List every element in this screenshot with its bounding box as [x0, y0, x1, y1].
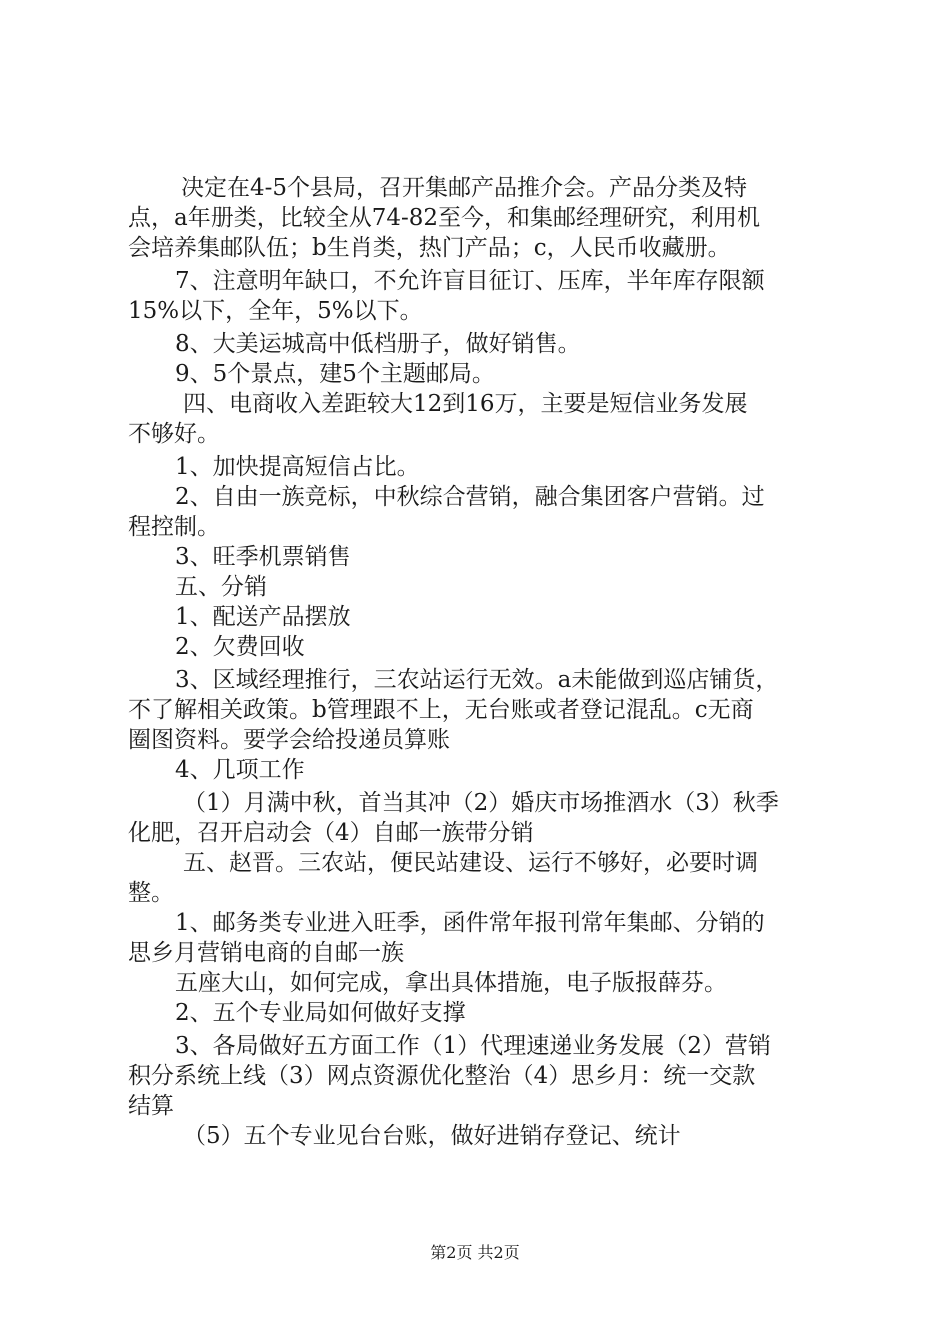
- text-line: 8、大美运城高中低档册子，做好销售。: [175, 331, 581, 357]
- text-line: 3、区域经理推行，三农站运行无效。a未能做到巡店铺货，: [175, 667, 779, 693]
- page-number-footer: 第2页 共2页: [430, 1243, 520, 1262]
- text-line: 决定在4-5个县局，召开集邮产品推介会。产品分类及特: [181, 175, 748, 201]
- text-line: 五、分销: [175, 574, 267, 600]
- text-line: 9、5个景点，建5个主题邮局。: [175, 361, 495, 387]
- text-line: 结算: [128, 1093, 174, 1119]
- text-line: 1、加快提高短信占比。: [175, 454, 420, 480]
- text-line: 15%以下，全年，5%以下。: [128, 298, 423, 324]
- text-line: 3、旺季机票销售: [175, 544, 351, 570]
- text-line: 五座大山，如何完成，拿出具体措施，电子版报薛芬。: [175, 970, 727, 996]
- text-line: 1、邮务类专业进入旺季，函件常年报刊常年集邮、分销的: [175, 910, 765, 936]
- text-line: 圈图资料。要学会给投递员算账: [128, 727, 450, 753]
- text-line: （1）月满中秋，首当其冲（2）婚庆市场推酒水（3）秋季: [183, 790, 779, 816]
- text-line: 7、注意明年缺口，不允许盲目征订、压库，半年库存限额: [175, 268, 765, 294]
- text-line: 四、电商收入差距较大12到16万，主要是短信业务发展: [183, 391, 748, 417]
- text-line: 2、自由一族竞标，中秋综合营销，融合集团客户营销。过: [175, 484, 765, 510]
- text-line: 会培养集邮队伍；b生肖类，热门产品；c，人民币收藏册。: [128, 235, 731, 261]
- text-line: 不了解相关政策。b管理跟不上，无台账或者登记混乱。c无商: [128, 697, 754, 723]
- text-line: 2、五个专业局如何做好支撑: [175, 1000, 466, 1026]
- text-line: （5）五个专业见台台账，做好进销存登记、统计: [183, 1123, 681, 1149]
- text-line: 化肥，召开启动会（4）自邮一族带分销: [128, 820, 534, 846]
- text-line: 整。: [128, 880, 174, 906]
- text-line: 不够好。: [128, 421, 220, 447]
- text-line: 4、几项工作: [175, 757, 305, 783]
- text-line: 五、赵晋。三农站，便民站建设、运行不够好，必要时调: [183, 850, 758, 876]
- text-line: 3、各局做好五方面工作（1）代理速递业务发展（2）营销: [175, 1033, 771, 1059]
- text-line: 1、配送产品摆放: [175, 604, 351, 630]
- text-line: 2、欠费回收: [175, 634, 305, 660]
- text-line: 积分系统上线（3）网点资源优化整治（4）思乡月：统一交款: [128, 1063, 756, 1089]
- text-line: 程控制。: [128, 514, 220, 540]
- text-line: 点，a年册类，比较全从74-82至今，和集邮经理研究，利用机: [128, 205, 761, 231]
- text-line: 思乡月营销电商的自邮一族: [128, 940, 404, 966]
